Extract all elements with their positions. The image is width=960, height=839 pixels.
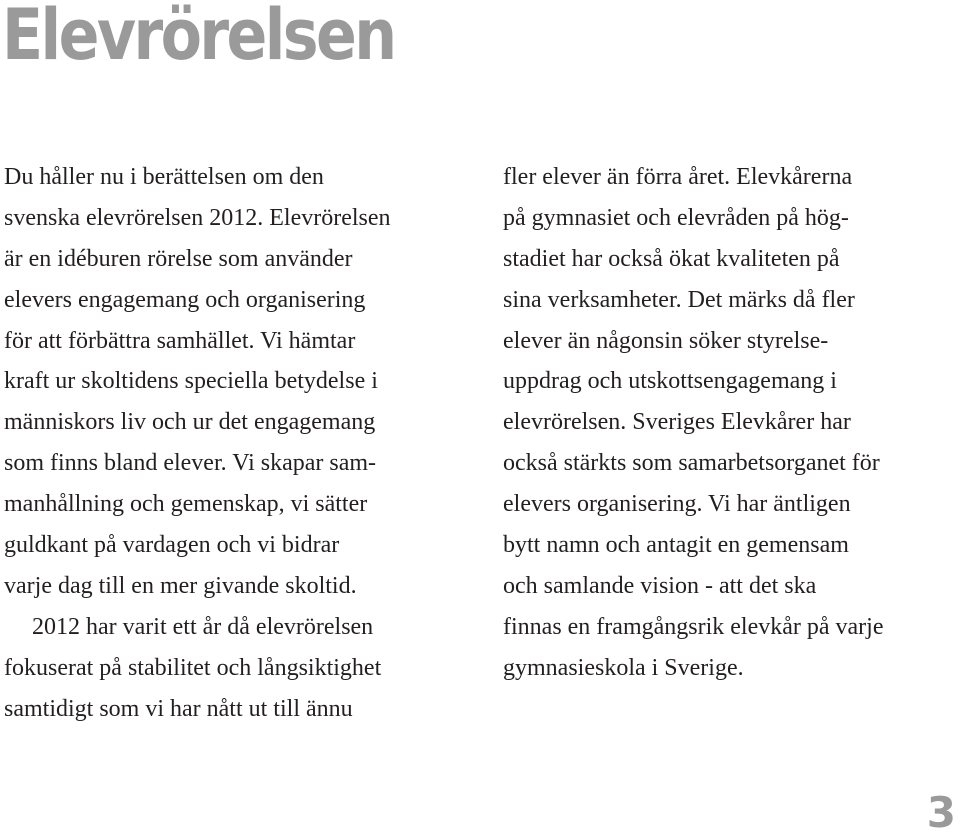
text-line: också stärkts som samarbetsorganet för [503, 450, 880, 477]
text-line: elevers engagemang och organisering [4, 286, 366, 313]
text-line: guldkant på vardagen och vi bidrar [4, 532, 340, 559]
text-line: fokuserat på stabilitet och långsiktighet [4, 654, 382, 681]
page-number: 3 [926, 788, 956, 837]
text-line: gymnasieskola i Sverige. [503, 654, 744, 681]
text-line: manhållning och gemenskap, vi sätter [4, 491, 368, 518]
text-line: varje dag till en mer givande skoltid. [4, 572, 357, 599]
text-line: på gymnasiet och elevråden på hög- [503, 204, 849, 231]
text-line: kraft ur skoltidens speciella betydelse i [4, 368, 378, 395]
text-line: finnas en framgångsrik elevkår på varje [503, 613, 884, 640]
text-line: som finns bland elever. Vi skapar sam- [4, 450, 377, 477]
text-line: uppdrag och utskottsengagemang i [503, 368, 837, 395]
left-text-column [4, 157, 464, 729]
text-line: elever än någonsin söker styrelse- [503, 327, 829, 354]
text-line: elevers organisering. Vi har äntligen [503, 491, 851, 518]
text-line: svenska elevrörelsen 2012. Elevrörelsen [4, 204, 391, 231]
text-line: samtidigt som vi har nått ut till ännu [4, 695, 353, 722]
text-line: är en idéburen rörelse som använder [4, 245, 353, 272]
text-line: elevrörelsen. Sveriges Elevkårer har [503, 409, 851, 436]
text-line: för att förbättra samhället. Vi hämtar [4, 327, 356, 354]
text-line: bytt namn och antagit en gemensam [503, 532, 849, 559]
text-line: människors liv och ur det engagemang [4, 409, 376, 436]
page-title: Elevrörelsen [2, 0, 395, 76]
text-line: och samlande vision - att det ska [503, 572, 817, 599]
text-line: stadiet har också ökat kvaliteten på [503, 245, 840, 272]
right-text-column [503, 157, 960, 689]
text-line: fler elever än förra året. Elevkårerna [503, 164, 853, 190]
paragraph-start-line: 2012 har varit ett år då elevrörelsen [32, 613, 374, 640]
text-line: sina verksamheter. Det märks då fler [503, 286, 855, 313]
text-line: Du håller nu i berättelsen om den [4, 164, 324, 190]
